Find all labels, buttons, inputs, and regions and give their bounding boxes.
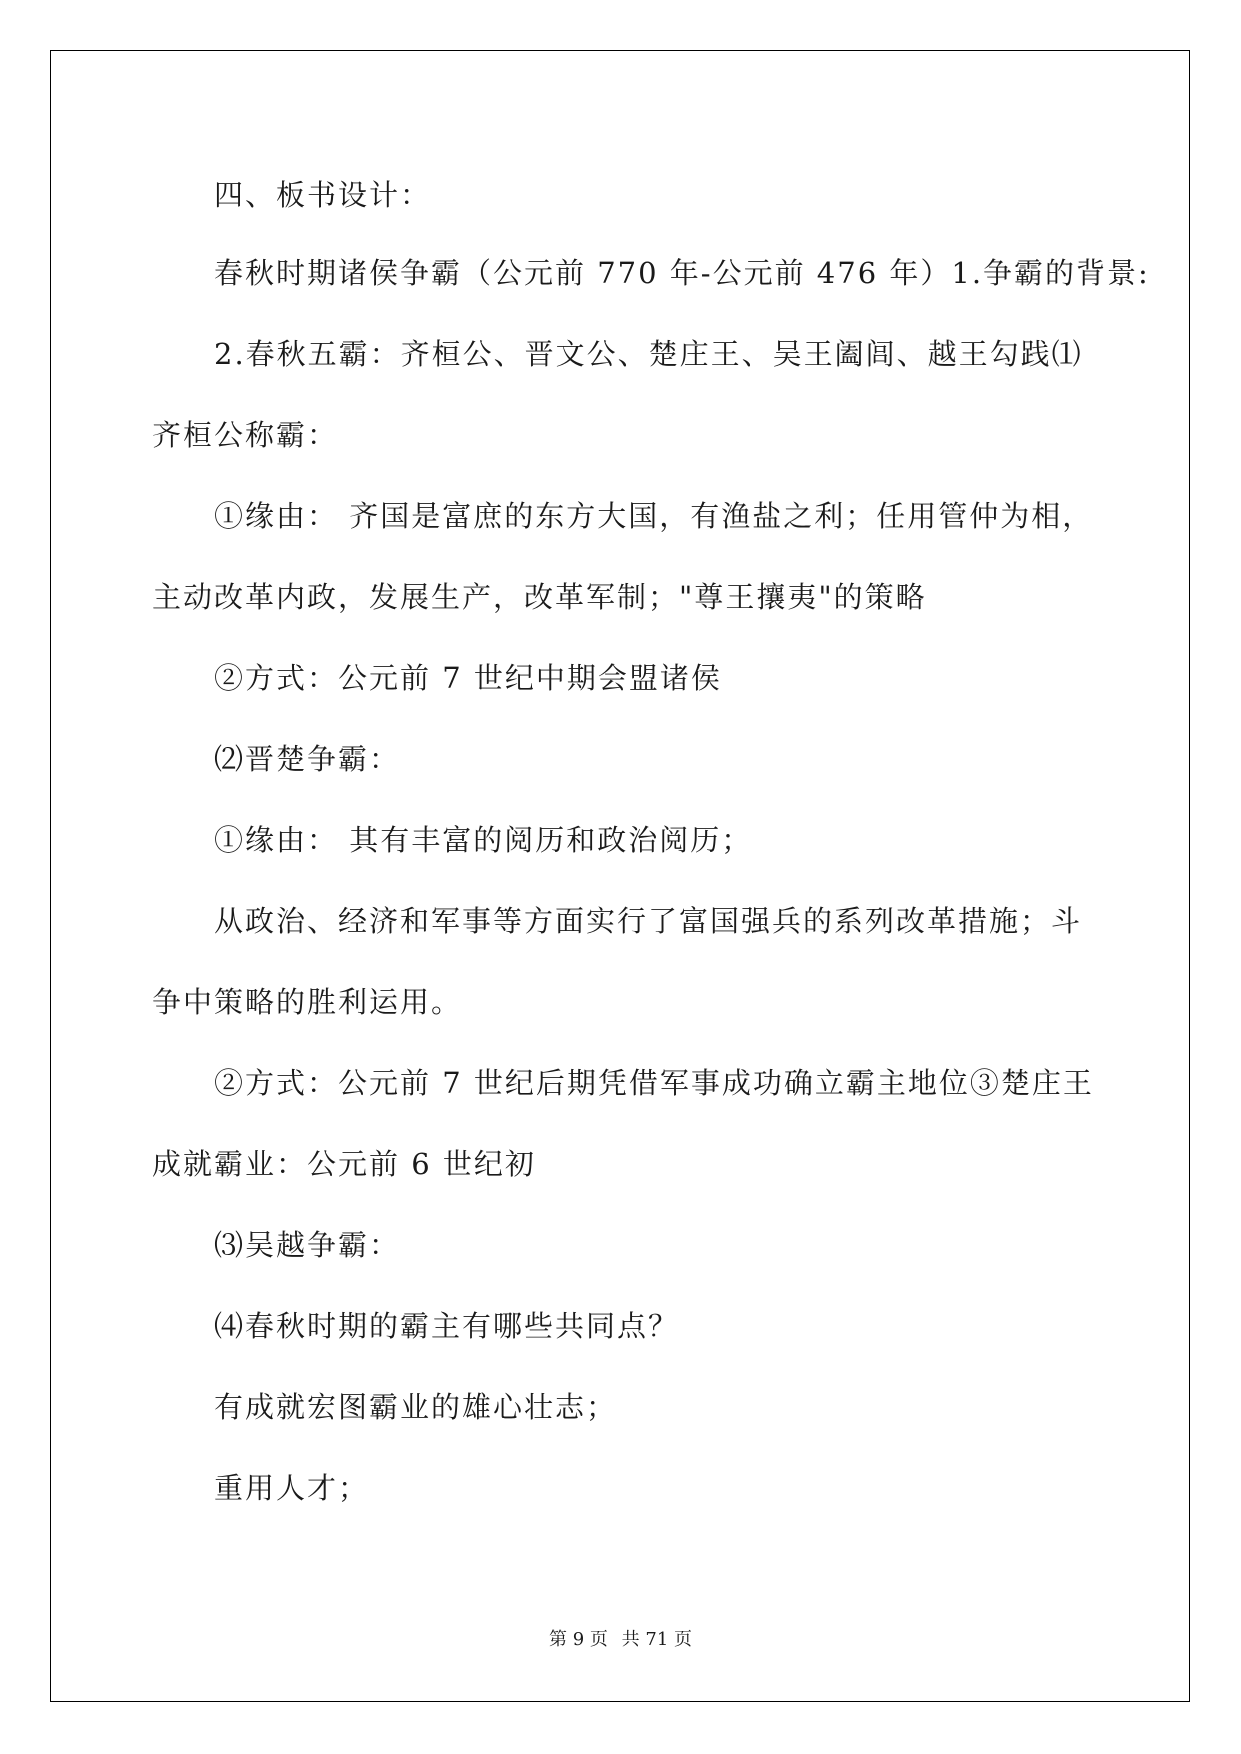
page-number: 第 9 页 [549,1629,608,1650]
paragraph-line: ⑷春秋时期的霸主有哪些共同点？ [214,1309,680,1343]
paragraph-line: 争中策略的胜利运用。 [152,985,463,1019]
paragraph-line: ⑶吴越争霸： [214,1228,401,1262]
paragraph-line: 从政治、经济和军事等方面实行了富国强兵的系列改革措施；斗 [214,904,1083,938]
paragraph-line: ①缘由： 其有丰富的阅历和政治阅历； [214,823,753,857]
section-heading: 四、板书设计： [214,178,432,212]
total-pages: 共 71 页 [621,1629,692,1650]
paragraph-line: ②方式：公元前 7 世纪后期凭借军事成功确立霸主地位③楚庄王 [214,1066,1094,1100]
paragraph-line: 重用人才； [214,1471,370,1505]
paragraph-line: ②方式：公元前 7 世纪中期会盟诸侯 [214,661,722,695]
paragraph-line: 齐桓公称霸： [152,418,339,452]
page-footer [0,1628,1241,1652]
paragraph-line: 2.春秋五霸：齐桓公、晋文公、楚庄王、吴王阖闾、越王勾践⑴ [214,337,1083,371]
paragraph-line: 成就霸业：公元前 6 世纪初 [152,1147,536,1181]
page-border [50,50,1190,1702]
paragraph-line: 春秋时期诸侯争霸（公元前 770 年-公元前 476 年）1.争霸的背景: [214,256,1150,290]
paragraph-line: ①缘由： 齐国是富庶的东方大国，有渔盐之利；任用管仲为相， [214,499,1094,533]
paragraph-line: ⑵晋楚争霸： [214,742,401,776]
paragraph-line: 主动改革内政，发展生产，改革军制；"尊王攘夷"的策略 [152,580,927,614]
paragraph-line: 有成就宏图霸业的雄心壮志； [214,1390,618,1424]
